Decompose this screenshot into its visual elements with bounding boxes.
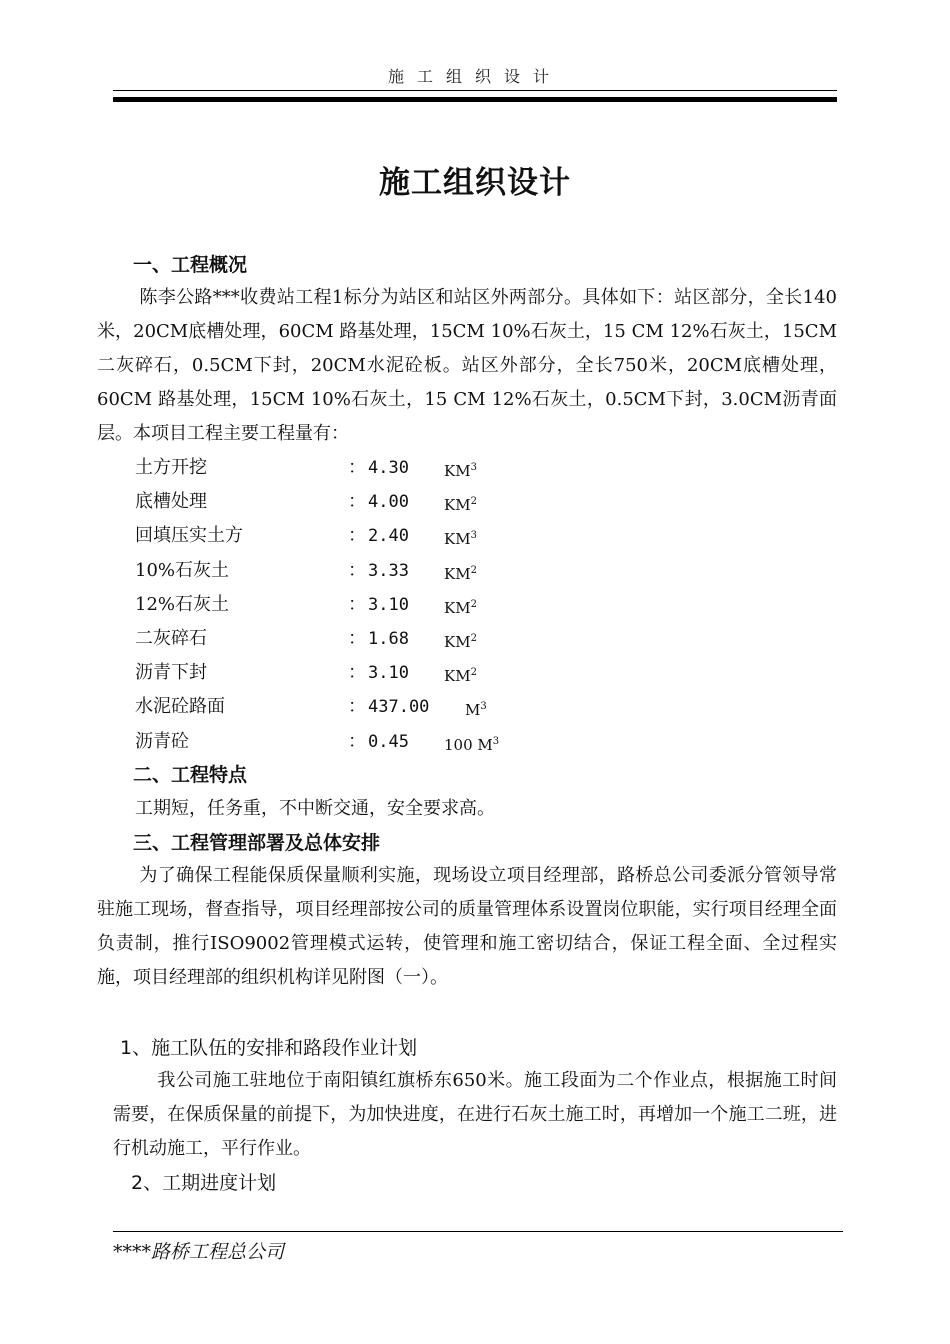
quantity-unit-text: KM xyxy=(444,667,471,686)
quantity-unit-exponent: 3 xyxy=(470,530,477,542)
quantity-value: 4.00 xyxy=(368,492,409,513)
quantity-unit-text: KM xyxy=(444,530,471,549)
quantity-name: 回填压实土方 xyxy=(135,525,243,547)
quantity-value: 3.10 xyxy=(368,594,409,615)
subsection-1-paragraph xyxy=(113,1064,837,1166)
quantity-unit-text: M xyxy=(465,701,481,720)
quantity-name: 二灰碎石 xyxy=(135,628,207,649)
quantity-unit-text: KM xyxy=(444,496,471,515)
quantity-value: 2.40 xyxy=(368,526,409,547)
quantity-unit xyxy=(444,622,477,659)
quantity-value: 1.68 xyxy=(368,629,409,649)
quantity-colon: ： xyxy=(348,491,366,513)
quantity-colon: ： xyxy=(348,593,366,615)
quantity-unit-exponent: 2 xyxy=(470,496,477,508)
quantity-colon: ： xyxy=(348,662,366,684)
quantity-unit-text: KM xyxy=(444,462,471,480)
header-rule-thick xyxy=(113,97,837,102)
quantity-value: 4.30 xyxy=(368,458,409,478)
quantity-unit xyxy=(444,451,477,488)
quantity-name: 10%石灰土 xyxy=(135,559,230,581)
subsection-1-heading: 1、施工队伍的安排和路段作业计划 xyxy=(120,1037,418,1059)
quantity-colon: ： xyxy=(348,696,366,718)
quantity-value: 3.33 xyxy=(368,560,409,581)
quantity-unit xyxy=(444,485,477,522)
quantity-unit-exponent: 2 xyxy=(470,598,477,610)
subsection-1-text: 我公司施工驻地位于南阳镇红旗桥东650米。施工段面为二个作业点，根据施工时间需要，在保质保量的前提下，为加快进度，在进行石灰土施工时，再增加一个施工二班，进行机动施工，平行作业。 xyxy=(113,1070,837,1159)
footer-company: ****路桥工程总公司 xyxy=(113,1241,285,1263)
quantity-value: 0.45 xyxy=(368,731,409,752)
running-header: 施工组织设计 xyxy=(387,67,562,86)
section-1-text: 陈李公路***收费站工程1标分为站区和站区外两部分。具体如下：站区部分，全长140米，20CM底槽处理，60CM 路基处理，15CM 10%石灰土，15 CM 12%石灰土，15CM二灰碎石，0.5CM下封，20CM水泥砼板。站区外部分，全长750米，20CM底槽处理，60CM 路基处理，15CM 10%石灰土，15 CM 12%石灰土，0.5CM下封，3.0CM沥青面层。本项目工程主要工程量有： xyxy=(97,287,837,444)
quantity-colon: ： xyxy=(348,525,366,547)
section-1-heading: 一、工程概况 xyxy=(133,254,248,276)
quantity-unit-exponent: 3 xyxy=(492,735,500,747)
document-title: 施工组织设计 xyxy=(379,165,571,201)
quantity-unit-text: KM xyxy=(444,564,471,583)
quantity-name: 水泥砼路面 xyxy=(135,696,225,718)
quantity-unit-exponent: 2 xyxy=(470,564,477,576)
quantity-unit-text: KM xyxy=(444,633,471,651)
quantity-name: 沥青砼 xyxy=(135,730,189,752)
quantity-colon: ： xyxy=(348,457,366,478)
quantity-value: 437.00 xyxy=(368,697,430,718)
quantity-colon: ： xyxy=(348,730,366,752)
quantity-colon: ： xyxy=(348,628,366,649)
quantity-value: 3.10 xyxy=(368,663,409,684)
quantity-unit xyxy=(444,519,477,556)
quantity-unit-text: KM xyxy=(444,598,471,617)
quantity-name: 底槽处理 xyxy=(135,491,207,513)
quantity-name: 土方开挖 xyxy=(135,457,207,478)
quantity-unit-exponent: 3 xyxy=(480,701,487,713)
quantity-unit-text: 100 M xyxy=(444,735,493,754)
quantity-unit xyxy=(444,656,477,693)
quantity-colon: ： xyxy=(348,559,366,581)
section-1-paragraph xyxy=(97,281,837,451)
quantity-name: 沥青下封 xyxy=(135,662,207,684)
quantity-unit xyxy=(444,588,477,625)
quantity-unit-exponent: 2 xyxy=(470,633,477,644)
section-2-heading: 二、工程特点 xyxy=(133,764,248,786)
quantity-unit xyxy=(444,725,499,762)
header-rule-thin xyxy=(113,90,837,91)
quantity-name: 12%石灰土 xyxy=(135,593,230,615)
subsection-2-heading: 2、工期进度计划 xyxy=(131,1172,277,1194)
quantity-unit xyxy=(444,554,477,591)
section-2-paragraph: 工期短，任务重，不中断交通，安全要求高。 xyxy=(135,798,495,819)
footer-rule xyxy=(113,1231,843,1232)
quantity-unit-exponent: 3 xyxy=(470,462,477,473)
section-3-paragraph xyxy=(97,859,837,995)
quantity-unit-exponent: 2 xyxy=(470,667,477,679)
section-3-heading: 三、工程管理部署及总体安排 xyxy=(133,832,381,854)
section-3-text: 为了确保工程能保质保量顺利实施，现场设立项目经理部，路桥总公司委派分管领导常驻施工现场，督查指导，项目经理部按公司的质量管理体系设置岗位职能，实行项目经理全面负责制，推行ISO9002管理模式运转，使管理和施工密切结合，保证工程全面、全过程实施，项目经理部的组织机构详见附图（一）。 xyxy=(97,865,837,988)
quantity-unit xyxy=(465,690,487,727)
